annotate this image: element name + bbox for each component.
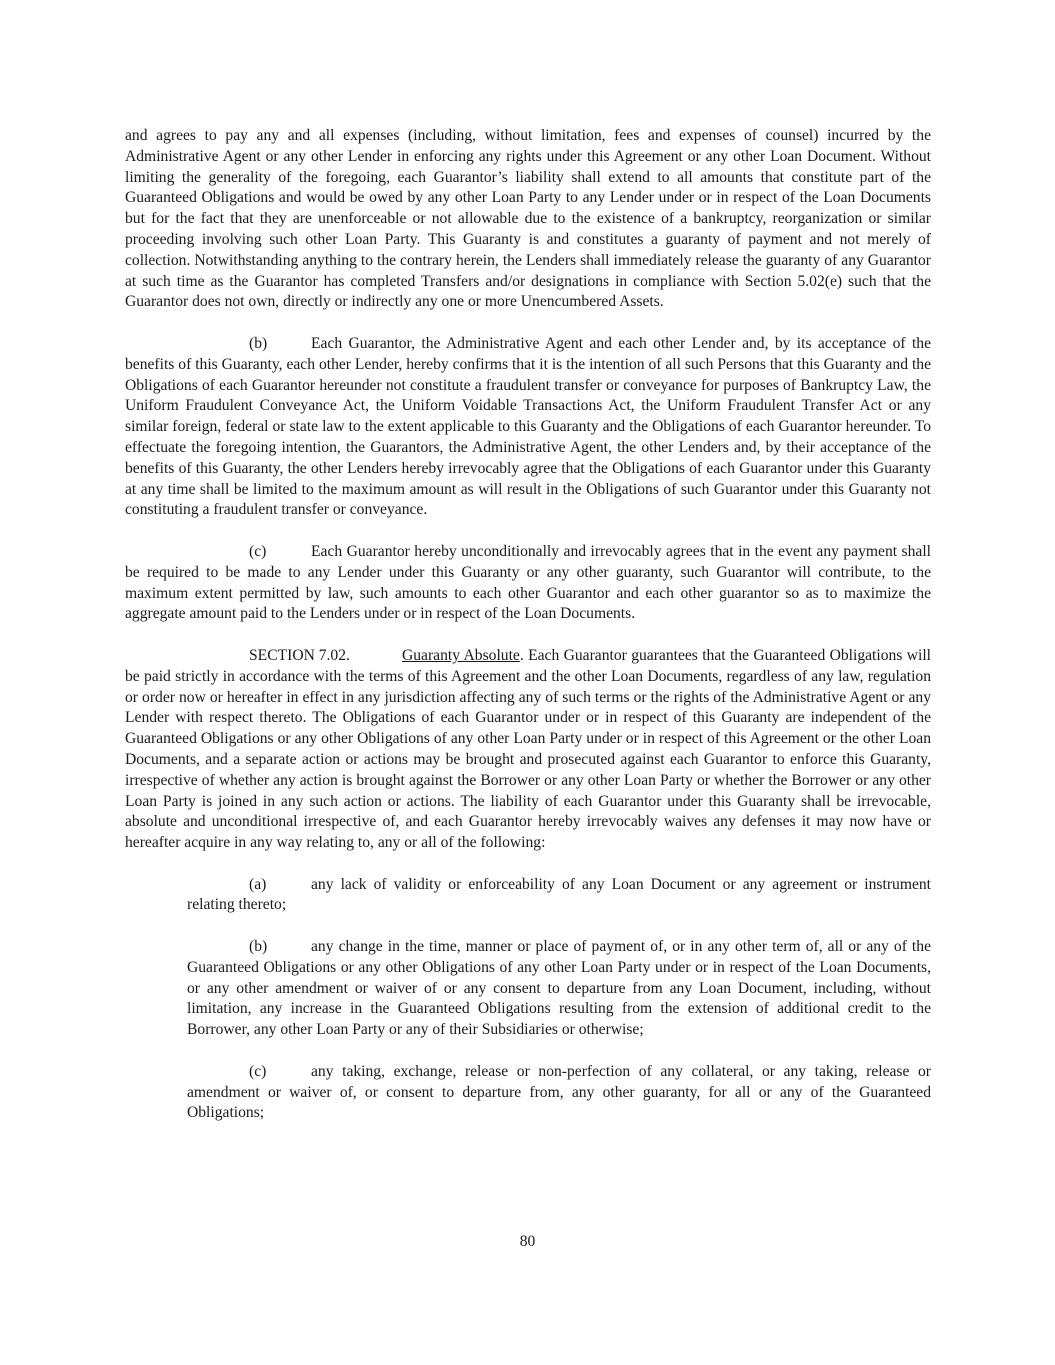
sub-clause-c bbox=[187, 1062, 931, 1124]
paragraph-text: Each Guarantor, the Administrative Agent and each other Lender and, by its acceptance of the benefits of this Guaranty, each other Lender, hereby confirms that it is the intention of all such Persons that this Guaranty and the Obligations of each Guarantor hereunder not constitute a fraudulent transfer or conveyance for purposes of Bankruptcy Law, the Uniform Fraudulent Conveyance Act, the Uniform Voidable Transactions Act, the Uniform Fraudulent Transfer Act or any similar foreign, federal or state law to the extent applicable to this Guaranty and the Obligations of each Guarantor hereunder. To effectuate the foregoing intention, the Guarantors, the Administrative Agent, the other Lenders and, by their acceptance of the benefits of this Guaranty, the other Lenders hereby irrevocably agree that the Obligations of each Guarantor under this Guaranty at any time shall be limited to the maximum amount as will result in the Obligations of such Guarantor under this Guaranty not constituting a fraudulent transfer or conveyance. bbox=[125, 334, 931, 519]
continuation-paragraph bbox=[125, 126, 931, 313]
paragraph-text: any lack of validity or enforceability of any Loan Document or any agreement or instrument relating thereto; bbox=[187, 875, 931, 914]
section-heading-punct: . bbox=[519, 646, 524, 664]
clause-label: (b) bbox=[249, 334, 268, 352]
clause-c-paragraph bbox=[125, 542, 931, 625]
sub-clause-a bbox=[187, 875, 931, 917]
paragraph-text: Each Guarantor hereby unconditionally and irrevocably agrees that in the event any payment shall be required to be made to any Lender under this Guaranty or any other guaranty, such Guarantor will contribute, to the maximum extent permitted by law, such amounts to each other Guarantor and each other guarantor so as to maximize the aggregate amount paid to the Lenders under or in respect of the Loan Documents. bbox=[125, 542, 931, 623]
paragraph-text: Each Guarantor guarantees that the Guaranteed Obligations will be paid strictly in accordance with the terms of this Agreement and the other Loan Documents, regardless of any law, regulation or order now or hereafter in effect in any jurisdiction affecting any of such terms or the rights of the Administrative Agent or any Lender with respect thereto. The Obligations of each Guarantor under or in respect of this Guaranty are independent of the Guaranteed Obligations or any other Obligations of any other Loan Party under or in respect of this Agreement or the other Loan Documents, and a separate action or actions may be brought and prosecuted against each Guarantor to enforce this Guaranty, irrespective of whether any action is brought against the Borrower or any other Loan Party or whether the Borrower or any other Loan Party is joined in any such action or actions. The liability of each Guarantor under this Guaranty shall be irrevocable, absolute and unconditional irrespective of, and each Guarantor hereby irrevocably waives any defenses it may now have or hereafter acquire in any way relating to, any or all of the following: bbox=[125, 646, 931, 852]
section-7-02-paragraph bbox=[125, 646, 931, 854]
clause-label: (a) bbox=[249, 875, 267, 893]
clause-b-paragraph bbox=[125, 334, 931, 521]
document-page bbox=[125, 126, 931, 1124]
section-label: SECTION 7.02. bbox=[249, 646, 350, 664]
paragraph-text: any taking, exchange, release or non-perfection of any collateral, or any taking, release or amendment or waiver of, or consent to departure from, any other guaranty, for all or any of the Guaranteed Obligations; bbox=[187, 1062, 931, 1122]
paragraph-text: and agrees to pay any and all expenses (including, without limitation, fees and expenses of counsel) incurred by the Administrative Agent or any other Lender in enforcing any rights under this Agreement or any other Loan Document. Without limiting the generality of the foregoing, each Guarantor’s liability shall extend to all amounts that constitute part of the Guaranteed Obligations and would be owed by any other Loan Party to any Lender under or in respect of the Loan Documents but for the fact that they are unenforceable or not allowable due to the existence of a bankruptcy, reorganization or similar proceeding involving such other Loan Party. This Guaranty is and constitutes a guaranty of payment and not merely of collection. Notwithstanding anything to the contrary herein, the Lenders shall immediately release the guaranty of any Guarantor at such time as the Guarantor has completed Transfers and/or designations in compliance with Section 5.02(e) such that the Guarantor does not own, directly or indirectly any one or more Unencumbered Assets. bbox=[125, 127, 931, 311]
clause-label: (b) bbox=[249, 938, 268, 956]
section-heading: Guaranty Absolute bbox=[402, 646, 520, 664]
page-number: 80 bbox=[519, 1233, 536, 1250]
clause-label: (c) bbox=[249, 1062, 267, 1080]
sub-clause-b bbox=[187, 937, 931, 1041]
clause-label: (c) bbox=[249, 542, 267, 560]
paragraph-text: any change in the time, manner or place of payment of, or in any other term of, all or any of the Guaranteed Obligations or any other Obligations of any other Loan Party under or in respect of the Loan Documents, or any other amendment or waiver of or any consent to departure from any Loan Document, including, without limitation, any increase in the Guaranteed Obligations resulting from the extension of additional credit to the Borrower, any other Loan Party or any of their Subsidiaries or otherwise; bbox=[187, 938, 931, 1039]
